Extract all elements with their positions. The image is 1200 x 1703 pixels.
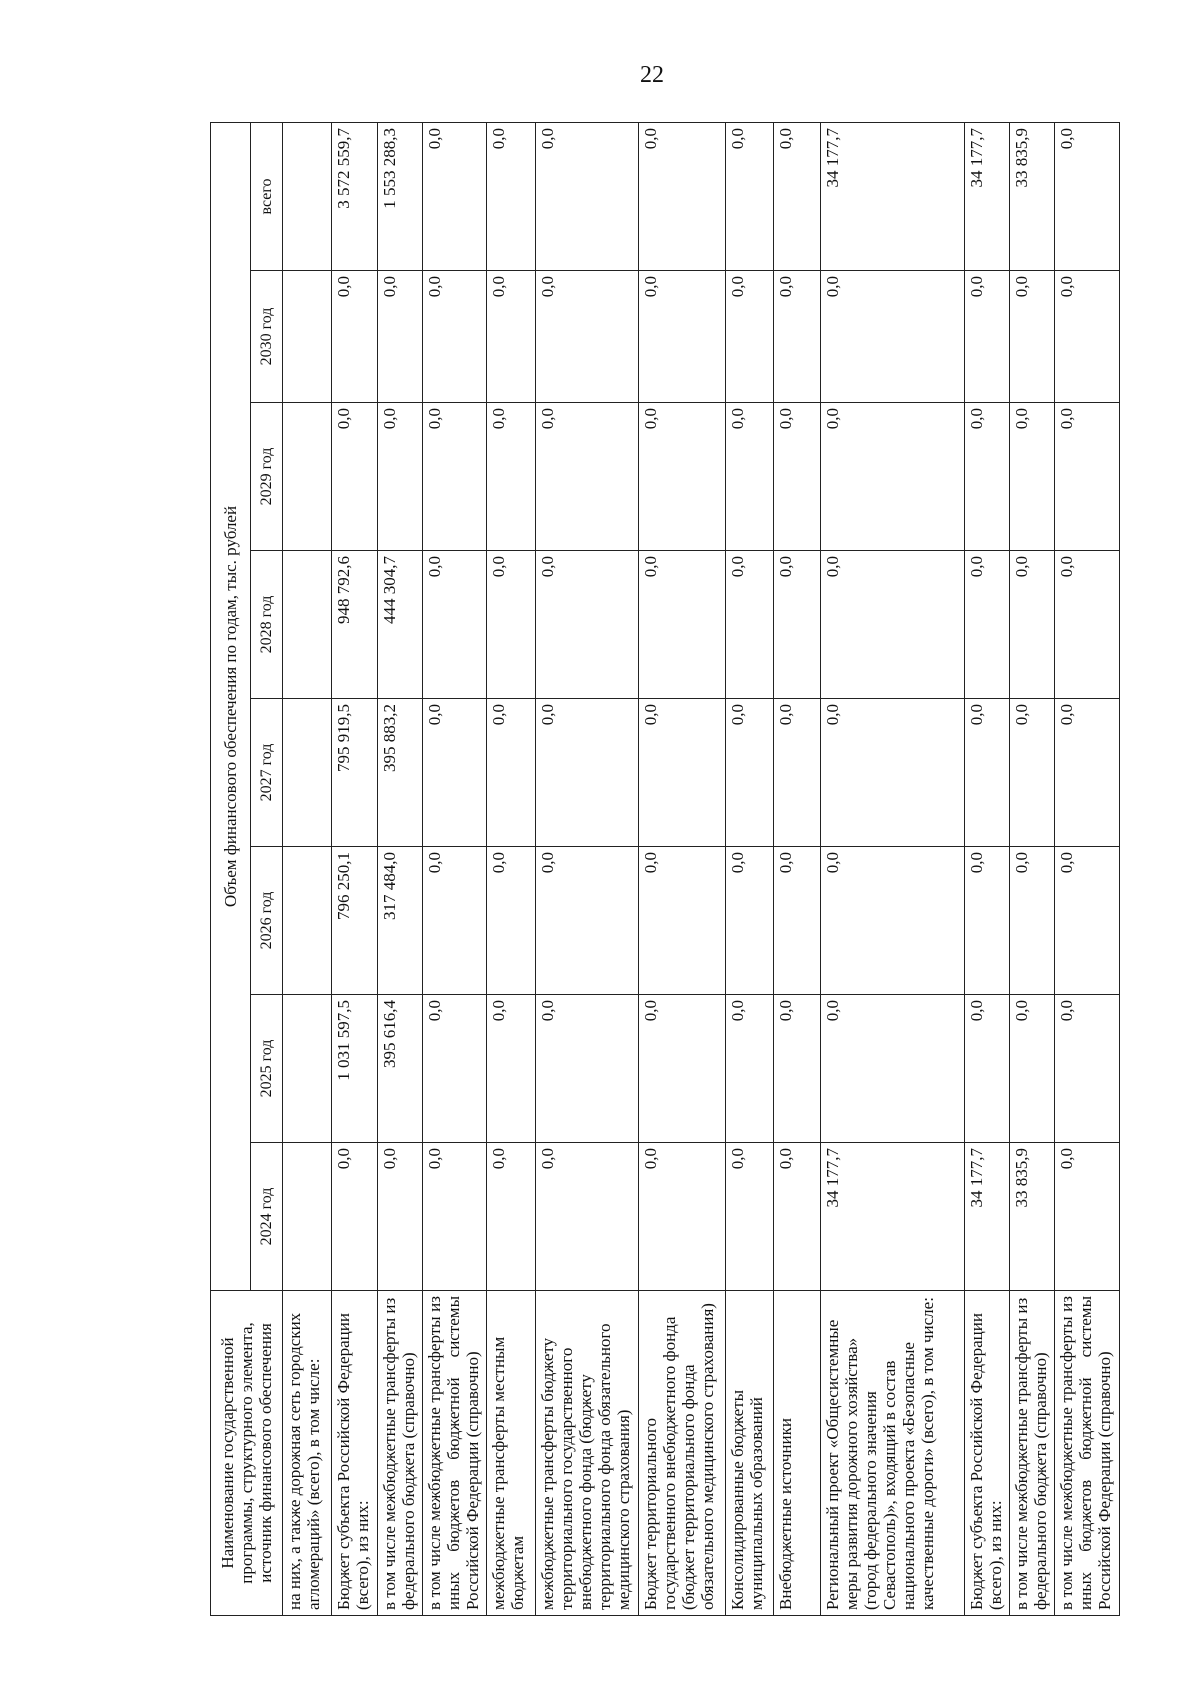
value-cell: 0,0 — [1009, 551, 1054, 699]
value-cell: 796 250,1 — [332, 847, 377, 995]
value-cell: 1 031 597,5 — [332, 995, 377, 1143]
total-header: всего — [251, 122, 283, 270]
value-cell: 444 304,7 — [377, 551, 422, 699]
year-header: 2026 год — [251, 847, 283, 995]
value-cell: 0,0 — [726, 699, 773, 847]
total-cell: 33 835,9 — [1009, 122, 1054, 270]
total-cell: 0,0 — [726, 122, 773, 270]
value-cell: 0,0 — [638, 1143, 725, 1291]
total-cell: 1 553 288,3 — [377, 122, 422, 270]
value-cell: 0,0 — [773, 271, 820, 403]
value-cell: 948 792,6 — [332, 551, 377, 699]
value-cell: 0,0 — [773, 847, 820, 995]
value-cell: 0,0 — [535, 699, 638, 847]
total-cell: 0,0 — [773, 122, 820, 270]
value-cell: 0,0 — [535, 1143, 638, 1291]
value-cell: 0,0 — [726, 271, 773, 403]
value-cell: 0,0 — [1055, 699, 1120, 847]
value-cell: 795 919,5 — [332, 699, 377, 847]
value-cell: 0,0 — [422, 847, 486, 995]
value-cell: 0,0 — [1055, 403, 1120, 551]
value-cell: 0,0 — [638, 847, 725, 995]
name-column-header: Наименование государственной программы, структурного элемента, источник финансового обеспечения — [211, 1291, 283, 1616]
value-cell: 0,0 — [332, 271, 377, 403]
financing-table — [210, 122, 1120, 1616]
row-label: в том числе межбюджетные трансферты из иных бюджетов бюджетной системы Российской Федерации (справочно) — [1055, 1291, 1120, 1616]
year-header: 2027 год — [251, 699, 283, 847]
value-cell: 0,0 — [486, 271, 535, 403]
value-cell: 0,0 — [1009, 847, 1054, 995]
row-label: Бюджет территориального государственного внебюджетного фонда (бюджет территориального фонда обязательного медицинского страхования) — [638, 1291, 725, 1616]
value-cell: 33 835,9 — [1009, 1143, 1054, 1291]
total-cell: 0,0 — [422, 122, 486, 270]
row-label: Региональный проект «Общесистемные меры развития дорожного хозяйства» (город федерального значения Севастополь)», входящий в состав национального проекта «Безопасные качественные дороги» (всего), в том числе: — [820, 1291, 964, 1616]
value-cell — [283, 271, 332, 403]
total-cell: 0,0 — [535, 122, 638, 270]
table-row — [1055, 122, 1120, 1615]
value-cell: 0,0 — [535, 551, 638, 699]
value-cell: 0,0 — [1009, 699, 1054, 847]
value-cell: 0,0 — [726, 847, 773, 995]
value-cell: 0,0 — [422, 551, 486, 699]
value-cell: 0,0 — [1009, 995, 1054, 1143]
row-label: межбюджетные трансферты бюджету территориального государственного внебюджетного фонда (бюджету территориального фонда обязательного медицинского страхования) — [535, 1291, 638, 1616]
value-cell: 317 484,0 — [377, 847, 422, 995]
value-cell: 0,0 — [638, 403, 725, 551]
total-cell: 0,0 — [486, 122, 535, 270]
table-row — [422, 122, 486, 1615]
value-cell: 0,0 — [377, 403, 422, 551]
row-label: межбюджетные трансферты местным бюджетам — [486, 1291, 535, 1616]
value-cell — [283, 403, 332, 551]
table-row — [1009, 122, 1054, 1615]
table-row — [535, 122, 638, 1615]
total-cell: 34 177,7 — [964, 122, 1009, 270]
value-cell: 395 616,4 — [377, 995, 422, 1143]
row-label: в том числе межбюджетные трансферты из федерального бюджета (справочно) — [1009, 1291, 1054, 1616]
row-label: Бюджет субъекта Российской Федерации (всего), из них: — [332, 1291, 377, 1616]
value-cell: 0,0 — [964, 403, 1009, 551]
value-cell: 0,0 — [535, 847, 638, 995]
value-cell: 0,0 — [726, 551, 773, 699]
year-header: 2024 год — [251, 1143, 283, 1291]
value-cell: 0,0 — [486, 1143, 535, 1291]
value-cell — [283, 1143, 332, 1291]
value-cell: 0,0 — [964, 699, 1009, 847]
value-cell — [283, 847, 332, 995]
total-cell — [283, 122, 332, 270]
value-cell — [283, 699, 332, 847]
value-cell: 0,0 — [773, 995, 820, 1143]
year-header: 2029 год — [251, 403, 283, 551]
table-row — [283, 122, 332, 1615]
table-row — [820, 122, 964, 1615]
value-cell: 0,0 — [773, 551, 820, 699]
value-cell: 0,0 — [1009, 403, 1054, 551]
volume-group-header: Объем финансового обеспечения по годам, тыс. рублей — [211, 122, 251, 1290]
value-cell: 0,0 — [726, 1143, 773, 1291]
value-cell: 0,0 — [486, 699, 535, 847]
total-cell: 3 572 559,7 — [332, 122, 377, 270]
table-row — [377, 122, 422, 1615]
table-row — [486, 122, 535, 1615]
value-cell: 0,0 — [486, 551, 535, 699]
value-cell: 0,0 — [1055, 271, 1120, 403]
value-cell — [283, 551, 332, 699]
value-cell: 0,0 — [1055, 551, 1120, 699]
value-cell: 0,0 — [726, 995, 773, 1143]
value-cell: 0,0 — [820, 995, 964, 1143]
value-cell: 0,0 — [964, 995, 1009, 1143]
value-cell: 0,0 — [535, 271, 638, 403]
table-row — [773, 122, 820, 1615]
value-cell: 395 883,2 — [377, 699, 422, 847]
value-cell: 0,0 — [638, 995, 725, 1143]
value-cell: 0,0 — [820, 271, 964, 403]
value-cell: 0,0 — [638, 271, 725, 403]
value-cell: 0,0 — [535, 403, 638, 551]
value-cell: 0,0 — [964, 551, 1009, 699]
table-row — [726, 122, 773, 1615]
row-label: в том числе межбюджетные трансферты из иных бюджетов бюджетной системы Российской Федерации (справочно) — [422, 1291, 486, 1616]
value-cell: 0,0 — [638, 699, 725, 847]
value-cell: 0,0 — [486, 847, 535, 995]
value-cell: 0,0 — [422, 995, 486, 1143]
value-cell: 0,0 — [535, 995, 638, 1143]
row-label: Консолидированные бюджеты муниципальных образований — [726, 1291, 773, 1616]
value-cell: 0,0 — [1009, 271, 1054, 403]
year-header: 2028 год — [251, 551, 283, 699]
total-cell: 0,0 — [1055, 122, 1120, 270]
value-cell: 0,0 — [486, 403, 535, 551]
value-cell: 0,0 — [377, 1143, 422, 1291]
value-cell — [283, 995, 332, 1143]
row-label: на них, а также дорожная сеть городских агломераций» (всего), в том числе: — [283, 1291, 332, 1616]
year-header: 2025 год — [251, 995, 283, 1143]
table-row — [964, 122, 1009, 1615]
value-cell: 0,0 — [964, 271, 1009, 403]
value-cell: 0,0 — [1055, 995, 1120, 1143]
value-cell: 0,0 — [820, 847, 964, 995]
value-cell: 0,0 — [638, 551, 725, 699]
row-label: Внебюджетные источники — [773, 1291, 820, 1616]
row-label: Бюджет субъекта Российской Федерации (всего), из них: — [964, 1291, 1009, 1616]
year-header: 2030 год — [251, 271, 283, 403]
value-cell: 0,0 — [773, 699, 820, 847]
table-row — [332, 122, 377, 1615]
value-cell: 0,0 — [377, 271, 422, 403]
value-cell: 0,0 — [1055, 1143, 1120, 1291]
total-cell: 0,0 — [638, 122, 725, 270]
value-cell: 0,0 — [726, 403, 773, 551]
value-cell: 0,0 — [773, 403, 820, 551]
value-cell: 0,0 — [964, 847, 1009, 995]
total-cell: 34 177,7 — [820, 122, 964, 270]
value-cell: 0,0 — [1055, 847, 1120, 995]
value-cell: 0,0 — [422, 699, 486, 847]
value-cell: 0,0 — [820, 551, 964, 699]
value-cell: 0,0 — [422, 271, 486, 403]
row-label: в том числе межбюджетные трансферты из федерального бюджета (справочно) — [377, 1291, 422, 1616]
value-cell: 0,0 — [332, 403, 377, 551]
value-cell: 0,0 — [422, 403, 486, 551]
rotated-table-area — [210, 123, 1120, 1616]
value-cell: 0,0 — [773, 1143, 820, 1291]
value-cell: 0,0 — [486, 995, 535, 1143]
page-number: 22 — [640, 62, 664, 88]
table-row — [638, 122, 725, 1615]
value-cell: 0,0 — [820, 699, 964, 847]
value-cell: 34 177,7 — [820, 1143, 964, 1291]
value-cell: 0,0 — [332, 1143, 377, 1291]
value-cell: 34 177,7 — [964, 1143, 1009, 1291]
value-cell: 0,0 — [422, 1143, 486, 1291]
value-cell: 0,0 — [820, 403, 964, 551]
